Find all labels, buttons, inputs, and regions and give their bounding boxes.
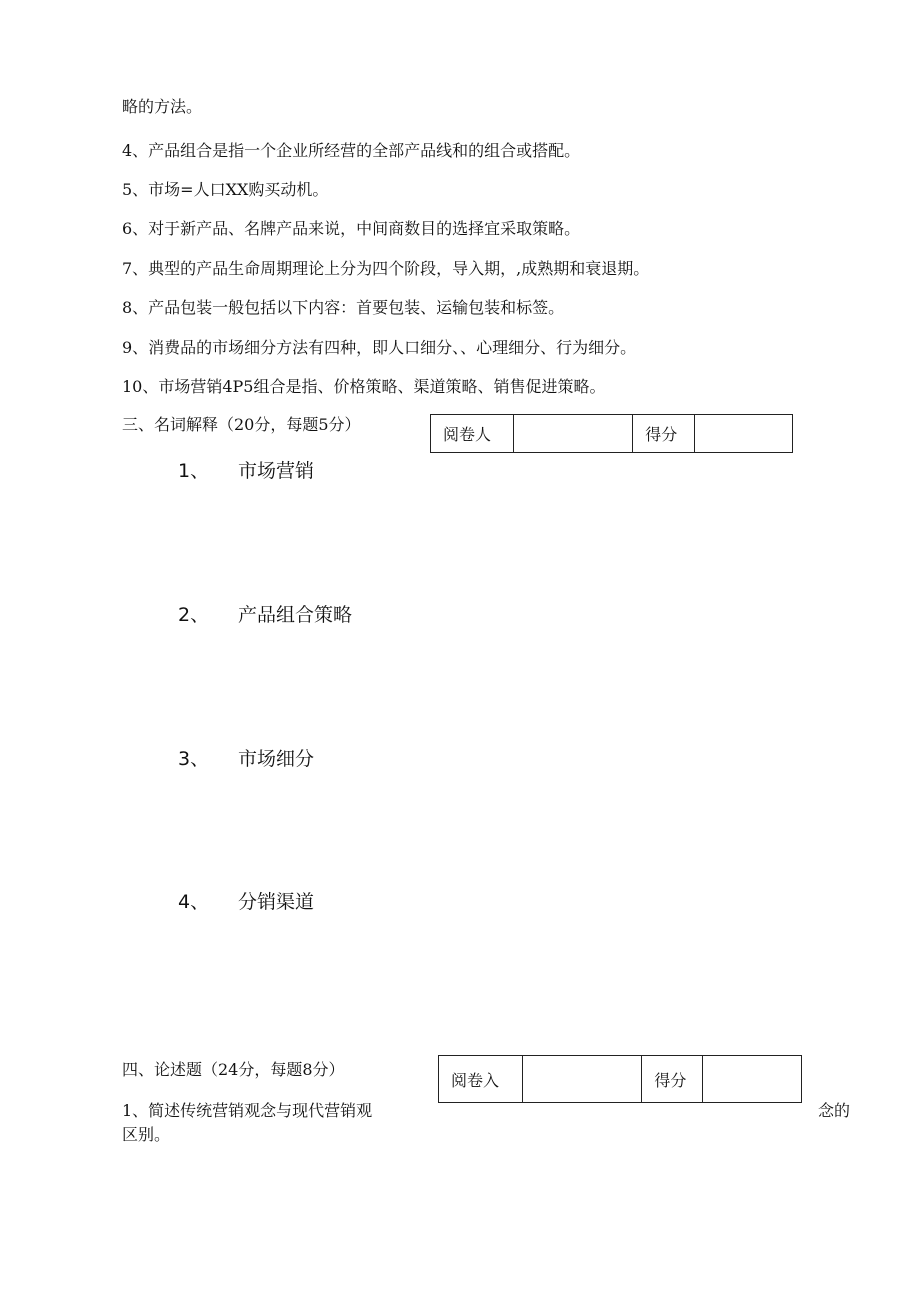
reviewer-label: 阅卷人 [431,415,514,453]
term-number: 4、 [178,891,210,913]
essay-question-1-continued: 念的 [818,1101,851,1120]
score-field[interactable] [703,1056,802,1103]
term-item-1 [178,458,314,484]
fill-in-question-9: 9、消费品的市场细分方法有四种，即人口细分、、心理细分、行为细分。 [122,338,637,357]
term-text: 产品组合策略 [238,604,353,626]
fill-in-question-10: 10、市场营销4P5组合是指、价格策略、渠道策略、销售促进策略。 [122,377,606,396]
essay-question-1-end: 区别。 [122,1125,171,1144]
term-text: 市场营销 [238,460,315,482]
reviewer-label: 阅卷入 [439,1056,523,1103]
section-3-heading: 三、名词解释（20分，每题5分） [122,415,361,434]
fill-in-question-8: 8、产品包装一般包括以下内容：首要包装、运输包装和标签。 [122,298,565,317]
term-item-3 [178,746,314,772]
term-number: 1、 [178,460,210,482]
score-label: 得分 [633,415,695,453]
term-number: 2、 [178,604,210,626]
term-item-4 [178,889,314,915]
term-number: 3、 [178,748,210,770]
fill-in-question-7: 7、典型的产品生命周期理论上分为四个阶段，导入期，,成熟期和衰退期。 [122,259,650,278]
score-label: 得分 [642,1056,703,1103]
section-3-score-table [430,414,793,453]
term-text: 分销渠道 [238,891,315,913]
fill-in-question-4: 4、产品组合是指一个企业所经营的全部产品线和的组合或搭配。 [122,141,581,160]
essay-question-1: 1、简述传统营销观念与现代营销观 [122,1101,373,1120]
fill-in-question-5: 5、市场=人口XX购买动机。 [122,180,329,199]
term-text: 市场细分 [238,748,315,770]
reviewer-field[interactable] [522,1056,642,1103]
section-4-score-table [438,1055,802,1103]
score-field[interactable] [694,415,792,453]
text-line-1: 略的方法。 [122,97,203,116]
section-4-heading: 四、论述题（24分，每题8分） [122,1060,345,1079]
term-item-2 [178,602,352,628]
fill-in-question-6: 6、对于新产品、名牌产品来说，中间商数目的选择宜采取策略。 [122,219,581,238]
reviewer-field[interactable] [514,415,633,453]
